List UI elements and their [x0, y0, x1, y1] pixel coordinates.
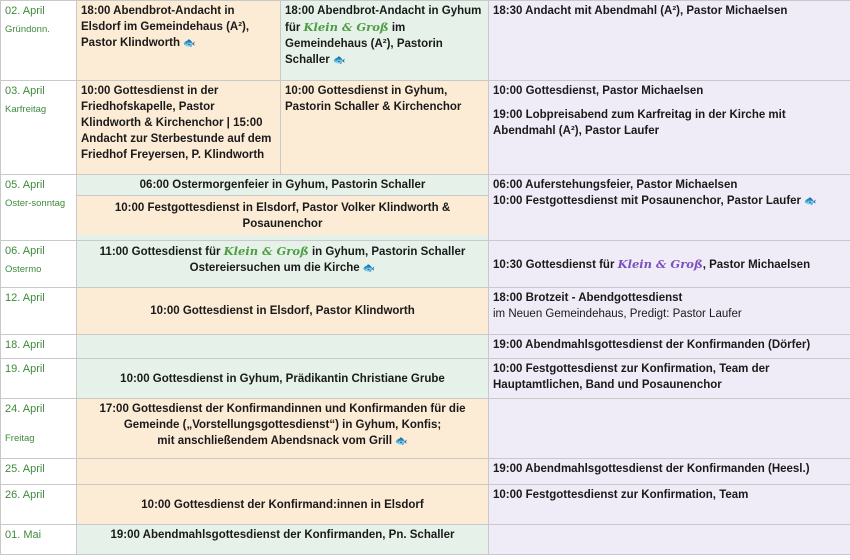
heeslingen-cell	[489, 359, 850, 399]
service-text: 10:00 Gottesdienst in Elsdorf, Pastor Klindworth	[150, 305, 415, 317]
date-cell	[1, 359, 77, 399]
service-text: 10:00 Gottesdienst in der Friedhofskapelle, Pastor Klindworth & Kirchenchor | 15:00 Andacht zur Sterbestunde auf dem Friedhof Freyersen, P. Klindworth	[81, 85, 272, 161]
joint-cell	[77, 288, 489, 335]
date-label: 24. April	[5, 403, 45, 415]
service-text: 19:00 Abendmahlsgottesdienst der Konfirmanden (Dörfer)	[493, 339, 811, 351]
joint-cell	[77, 175, 489, 241]
schedule-row	[1, 359, 850, 399]
service-text: Ostereiersuchen um die Kirche	[189, 262, 360, 274]
service-text: 18:30 Andacht mit Abendmahl (A²), Pastor Michaelsen	[493, 5, 788, 17]
klein-gross-label: Klein & Groß	[223, 244, 309, 258]
joint-cell	[77, 525, 489, 555]
service-text	[493, 193, 846, 210]
heeslingen-cell	[489, 175, 850, 241]
service-text: 19:00 Lobpreisabend zum Karfreitag in der Kirche mit Abendmahl (A²), Pastor Laufer	[493, 109, 786, 137]
heeslingen-cell	[489, 241, 850, 288]
date-cell	[1, 175, 77, 241]
service-text: 19:00 Abendmahlsgottesdienst der Konfirmanden (Heesl.)	[493, 463, 810, 475]
day-label: Ostermo	[5, 264, 42, 275]
heeslingen-cell	[489, 459, 850, 485]
fish-icon: 🐟	[332, 55, 346, 66]
fish-icon: 🐟	[183, 38, 196, 49]
service-text: 10:00 Festgottesdienst zur Konfirmation, Team der Hauptamtlichen, Band und Posaunenchor	[493, 363, 770, 391]
service-text: 19:00 Abendmahlsgottesdienst der Konfirmanden, Pn. Schaller	[110, 529, 455, 541]
date-cell	[1, 335, 77, 359]
elsdorf-cell	[77, 81, 281, 175]
service-text: im Gemeindehaus (A²), Pastorin Schaller	[285, 22, 443, 66]
schedule-row	[1, 1, 850, 81]
service-text: 18:00 Abendbrot-Andacht in Gyhum für	[285, 5, 482, 34]
date-cell	[1, 485, 77, 525]
schedule-row	[1, 525, 850, 555]
service-text: 11:00 Gottesdienst für	[99, 246, 224, 258]
date-cell	[1, 459, 77, 485]
service-text: 10:30 Gottesdienst für	[493, 258, 618, 271]
service-text: 10:00 Gottesdienst in Gyhum, Pastorin Schaller & Kirchenchor	[285, 85, 462, 113]
service-line	[81, 260, 484, 277]
heeslingen-cell	[489, 399, 850, 459]
service-line	[81, 243, 484, 260]
date-cell	[1, 399, 77, 459]
date-label: 02. April	[5, 5, 45, 17]
service-text: 10:00 Gottesdienst, Pastor Michaelsen	[493, 85, 704, 97]
heeslingen-cell	[489, 525, 850, 555]
service-text: in Gyhum, Pastorin Schaller	[308, 246, 466, 258]
heeslingen-cell	[489, 288, 850, 335]
schedule-row	[1, 335, 850, 359]
joint-cell	[77, 399, 489, 459]
fish-icon: 🐟	[362, 263, 376, 274]
service-text: 10:00 Gottesdienst der Konfirmand:innen in Elsdorf	[141, 498, 424, 511]
schedule-row	[1, 459, 850, 485]
service-text: 18:00 Abendbrot-Andacht in Elsdorf im Gemeindehaus (A²), Pastor Klindworth	[81, 5, 250, 49]
schedule-row	[1, 288, 850, 335]
date-label: 03. April	[5, 85, 45, 97]
heeslingen-cell	[489, 335, 850, 359]
service-text: 10:00 Festgottesdienst zur Konfirmation, Team	[493, 489, 749, 501]
day-label: Freitag	[5, 433, 35, 444]
day-label: Oster-sonntag	[5, 198, 66, 209]
service-line	[81, 433, 484, 450]
date-label: 12. April	[5, 292, 45, 304]
schedule-row	[1, 81, 850, 175]
klein-gross-label: Klein & Groß	[303, 20, 389, 34]
heeslingen-cell	[489, 485, 850, 525]
heeslingen-cell	[489, 1, 850, 81]
day-label: Karfreitag	[5, 104, 47, 115]
service-text: 18:00 Brotzeit - Abendgottesdienst	[493, 292, 683, 304]
service-text: im Neuen Gemeindehaus, Predigt: Pastor Laufer	[493, 308, 742, 320]
date-cell	[1, 81, 77, 175]
service-text: , Pastor Michaelsen	[702, 258, 811, 271]
date-label: 18. April	[5, 339, 45, 351]
service-text: 10:00 Gottesdienst in Gyhum, Prädikantin Christiane Grube	[120, 372, 445, 385]
service-text: Gemeinde („Vorstellungsgottesdienst“) in Gyhum, Konfis;	[123, 419, 442, 431]
joint-cell	[77, 359, 489, 399]
joint-cell	[77, 459, 489, 485]
service-text: 10:00 Festgottesdienst in Elsdorf, Pastor Volker Klindworth & Posaunenchor	[77, 196, 488, 235]
date-cell	[1, 1, 77, 81]
gyhum-cell	[281, 81, 489, 175]
date-label: 06. April	[5, 245, 45, 257]
date-label: 05. April	[5, 179, 45, 191]
date-label: 01. Mai	[5, 529, 42, 541]
joint-cell	[77, 485, 489, 525]
heeslingen-cell	[489, 81, 850, 175]
fish-icon: 🐟	[395, 436, 408, 447]
schedule-row	[1, 399, 850, 459]
service-text: 06:00 Auferstehungsfeier, Pastor Michaelsen	[493, 179, 738, 191]
date-label: 25. April	[5, 463, 45, 475]
klein-gross-label: Klein & Groß	[617, 256, 703, 271]
service-text: 17:00 Gottesdienst der Konfirmandinnen und Konfirmanden für die	[99, 403, 466, 415]
service-text: 06:00 Ostermorgenfeier in Gyhum, Pastorin Schaller	[77, 175, 488, 196]
schedule-row	[1, 485, 850, 525]
date-label: 19. April	[5, 363, 45, 375]
schedule-row	[1, 175, 850, 241]
joint-cell	[77, 335, 489, 359]
service-text: 10:00 Festgottesdienst mit Posaunenchor, Pastor Laufer	[493, 195, 802, 207]
date-label: 26. April	[5, 489, 45, 501]
joint-cell	[77, 241, 489, 288]
day-label: Gründonn.	[5, 24, 50, 35]
elsdorf-cell	[77, 1, 281, 81]
gyhum-cell	[281, 1, 489, 81]
schedule-row	[1, 241, 850, 288]
service-text: mit anschließendem Abendsnack vom Grill	[157, 435, 393, 447]
date-cell	[1, 241, 77, 288]
date-cell	[1, 525, 77, 555]
fish-icon: 🐟	[804, 196, 817, 207]
date-cell	[1, 288, 77, 335]
